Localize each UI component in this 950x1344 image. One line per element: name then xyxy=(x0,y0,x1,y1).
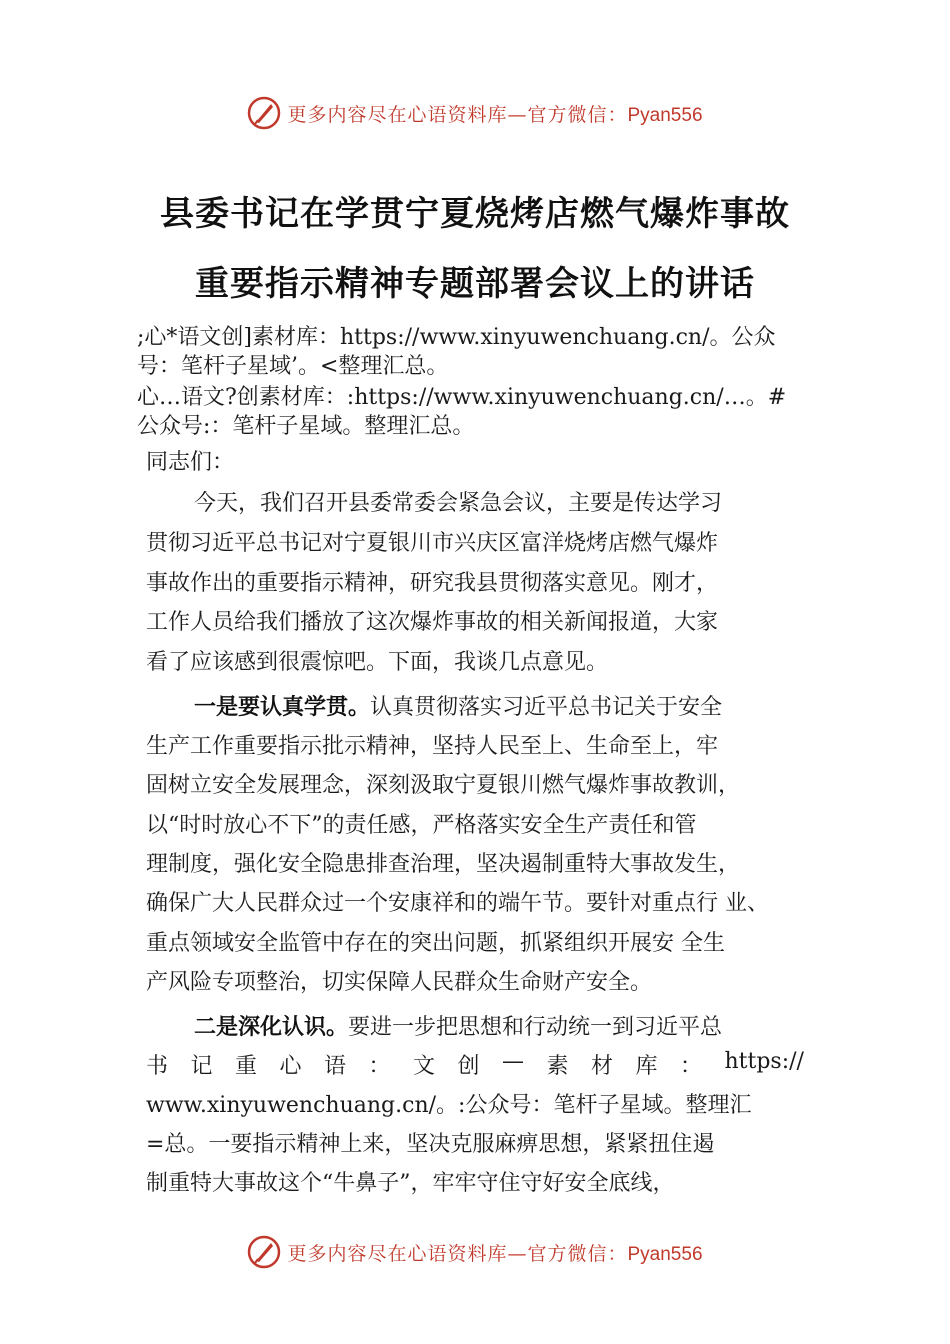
source-line: 心…语文?创素材库：:https://www.xinyuwenchuang.cn/…。# xyxy=(137,385,787,410)
page-title-line-1: 县委书记在学贯宁夏烧烤店燃气爆炸事故 xyxy=(160,194,790,234)
section-lead: 二是深化认识。 xyxy=(194,1015,349,1040)
paragraph-line: 一是要认真学贯。认真贯彻落实习近平总书记关于安全 xyxy=(194,695,723,720)
header-banner xyxy=(0,93,950,133)
paragraph-line-spaced: 书 记 重 心 语 ： 文 创 — 素 材 库 ： https:// xyxy=(146,1049,804,1079)
paragraph-line: www.xinyuwenchuang.cn/。:公众号：笔杆子星域。整理汇 xyxy=(146,1093,752,1118)
paragraph-line: 生产工作重要指示批示精神，坚持人民至上、生命至上，牢 xyxy=(146,734,719,759)
banner-text: 更多内容尽在心语资料库—官方微信：Pyan556 xyxy=(287,1242,703,1265)
paragraph-line: 二是深化认识。要进一步把思想和行动统一到习近平总 xyxy=(194,1015,723,1040)
quill-pen-icon xyxy=(247,96,281,130)
paragraph-line: 重点领域安全监管中存在的突出问题，抓紧组织开展安 全生 xyxy=(146,931,725,956)
footer-banner xyxy=(0,1232,950,1272)
paragraph-line: 贯彻习近平总书记对宁夏银川市兴庆区富洋烧烤店燃气爆炸 xyxy=(146,531,719,556)
quill-pen-icon xyxy=(247,1235,281,1269)
paragraph-line: 看了应该感到很震惊吧。下面，我谈几点意见。 xyxy=(146,650,609,675)
paragraph-line: 今天，我们召开县委常委会紧急会议，主要是传达学习 xyxy=(194,491,723,516)
paragraph-line: 固树立安全发展理念，深刻汲取宁夏银川燃气爆炸事故教训， xyxy=(146,773,741,798)
section-lead: 一是要认真学贯。 xyxy=(194,695,371,720)
source-line: 号：笔杆子星域’。<整理汇总。 xyxy=(137,354,449,379)
paragraph-line: =总。一要指示精神上来，坚决克服麻痹思想，紧紧扭住遏 xyxy=(146,1132,715,1157)
paragraph-line: 以“时时放心不下”的责任感，严格落实安全生产责任和管 xyxy=(146,813,697,838)
source-line: 公众号:：笔杆子星域。整理汇总。 xyxy=(137,414,475,439)
paragraph-line: 制重特大事故这个“牛鼻子”，牢牢守住守好安全底线， xyxy=(146,1171,675,1196)
source-line: ;心*语文创]素材库：https://www.xinyuwenchuang.cn/。公众 xyxy=(137,325,776,350)
banner-text: 更多内容尽在心语资料库—官方微信：Pyan556 xyxy=(287,103,703,126)
salutation: 同志们： xyxy=(146,450,235,475)
paragraph-line: 理制度，强化安全隐患排查治理，坚决遏制重特大事故发生， xyxy=(146,852,741,877)
paragraph-line: 事故作出的重要指示精神，研究我县贯彻落实意见。刚才， xyxy=(146,571,719,596)
wechat-id: Pyan556 xyxy=(627,104,703,126)
paragraph-line: 确保广大人民群众过一个安康祥和的端午节。要针对重点行 业、 xyxy=(146,891,769,916)
page-title-line-2: 重要指示精神专题部署会议上的讲话 xyxy=(195,264,755,304)
wechat-id: Pyan556 xyxy=(627,1243,703,1265)
paragraph-line: 工作人员给我们播放了这次爆炸事故的相关新闻报道，大家 xyxy=(146,610,719,635)
paragraph-line: 产风险专项整治，切实保障人民群众生命财产安全。 xyxy=(146,970,653,995)
